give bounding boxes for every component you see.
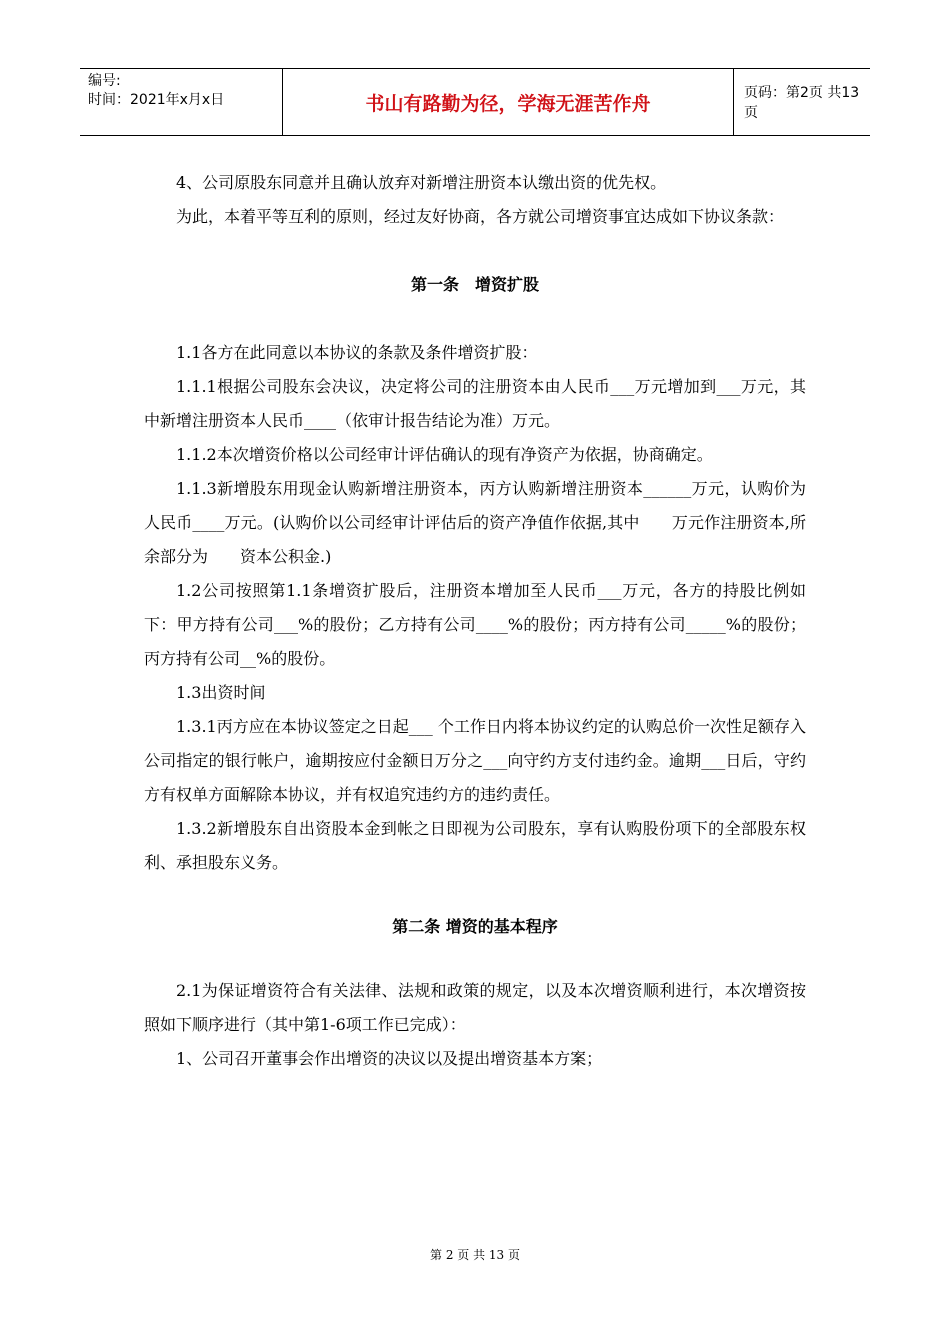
header-meta <box>80 69 282 135</box>
paragraph: 2.1为保证增资符合有关法律、法规和政策的规定，以及本次增资顺利进行，本次增资按照如下顺序进行（其中第1-6项工作已完成）： <box>144 981 806 1034</box>
section-heading-1: 第一条 增资扩股 <box>410 275 539 294</box>
paragraph: 1.1.3新增股东用现金认购新增注册资本，丙方认购新增注册资本______万元，认购价为人民币____万元。(认购价以公司经审计评估后的资产净值作依据,其中 万元作注册资本,所余部分为 资本公积金.) <box>144 479 806 566</box>
paragraph: 1.3出资时间 <box>176 683 266 702</box>
paragraph: 1.1各方在此同意以本协议的条款及条件增资扩股： <box>176 343 538 362</box>
paragraph: 1.3.2新增股东自出资股本金到帐之日即视为公司股东，享有认购股份项下的全部股东权利、承担股东义务。 <box>144 819 806 872</box>
paragraph: 1.1.1根据公司股东会决议，决定将公司的注册资本由人民币___万元增加到___万元，其中新增注册资本人民币____（依审计报告结论为准）万元。 <box>144 377 806 430</box>
document-body <box>144 166 806 1076</box>
page-header <box>80 68 870 136</box>
paragraph: 为此，本着平等互利的原则，经过友好协商，各方就公司增资事宜达成如下协议条款： <box>176 207 785 226</box>
document-time-label: 时间：2021年x月x日 <box>88 92 225 108</box>
paragraph: 1、公司召开董事会作出增资的决议以及提出增资基本方案； <box>176 1049 603 1068</box>
paragraph: 1.3.1丙方应在本协议签定之日起___ 个工作日内将本协议约定的认购总价一次性足额存入公司指定的银行帐户，逾期按应付金额日万分之___向守约方支付违约金。逾期___日后，守约方有权单方面解除本协议，并有权追究违约方的违约责任。 <box>144 717 806 804</box>
paragraph: 1.2公司按照第1.1条增资扩股后，注册资本增加至人民币___万元，各方的持股比例如下：甲方持有公司___%的股份；乙方持有公司____%的股份；丙方持有公司_____%的股份；丙方持有公司__%的股份。 <box>144 581 806 668</box>
paragraph: 4、公司原股东同意并且确认放弃对新增注册资本认缴出资的优先权。 <box>176 173 667 192</box>
page-footer: 第 2 页 共 13 页 <box>430 1248 520 1262</box>
section-heading-2: 第二条 增资的基本程序 <box>392 917 558 936</box>
header-motto: 书山有路勤为径，学海无涯苦作舟 <box>282 69 734 135</box>
paragraph: 1.1.2本次增资价格以公司经审计评估确认的现有净资产为依据，协商确定。 <box>176 445 713 464</box>
header-page-info: 页码：第2页 共13页 <box>744 85 860 121</box>
document-number-label: 编号: <box>88 73 121 89</box>
